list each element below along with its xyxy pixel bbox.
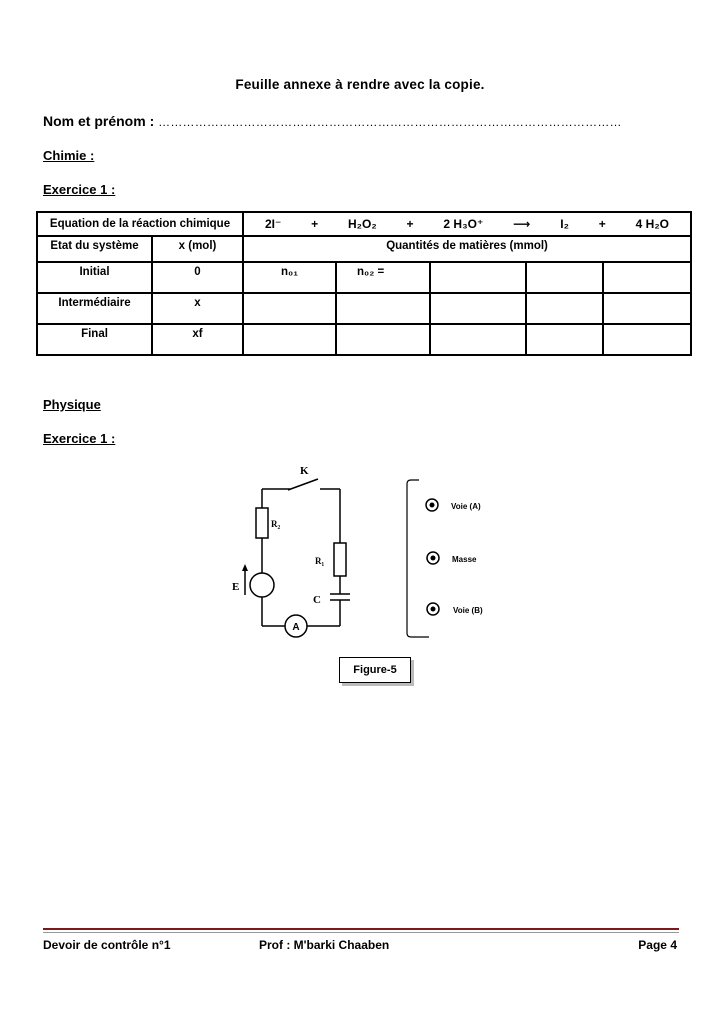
reaction-table — [36, 211, 692, 356]
rc-circuit-diagram — [230, 460, 360, 645]
quantity-cell[interactable] — [430, 324, 526, 355]
voie-a-label: Voie (A) — [451, 502, 481, 511]
footer-exam-title: Devoir de contrôle n°1 — [43, 938, 171, 952]
plus-sign: + — [598, 217, 606, 231]
reaction-arrow: ⟶ — [513, 217, 531, 231]
footer-page-number: Page 4 — [638, 938, 677, 952]
physique-heading: Physique — [43, 397, 101, 412]
state-cell: Intermédiaire — [37, 293, 152, 324]
ammeter-label: A — [292, 622, 300, 633]
name-label: Nom et prénom : — [43, 113, 155, 129]
quantity-cell[interactable] — [243, 293, 336, 324]
plus-sign: + — [311, 217, 319, 231]
quantity-cell[interactable] — [603, 324, 691, 355]
table-row — [37, 293, 691, 324]
quantity-cell[interactable] — [526, 262, 603, 293]
equation-cell — [243, 212, 691, 236]
physique-exercise-heading: Exercice 1 : — [43, 431, 116, 446]
quantity-cell[interactable] — [526, 324, 603, 355]
product-water: 4 H₂O — [635, 217, 669, 231]
reactant-h2o2: H₂O₂ — [348, 217, 377, 231]
product-iodine: I₂ — [560, 217, 569, 231]
oscilloscope-panel — [405, 478, 500, 640]
c-label: C — [313, 594, 321, 606]
col-quantities-header: Quantités de matières (mmol) — [243, 236, 691, 262]
col-state-header: Etat du système — [37, 236, 152, 262]
quantity-cell[interactable] — [336, 293, 430, 324]
footer-teacher: Prof : M'barki Chaaben — [259, 938, 390, 952]
e-label: E — [232, 581, 240, 593]
masse-label: Masse — [452, 555, 477, 564]
quantity-cell[interactable] — [430, 293, 526, 324]
page-title: Feuille annexe à rendre avec la copie. — [235, 77, 485, 92]
input-masse[interactable] — [427, 552, 477, 564]
r1-label: R₁ — [315, 556, 325, 566]
input-voie-b[interactable] — [427, 603, 483, 615]
quantity-cell[interactable] — [243, 324, 336, 355]
quantity-cell[interactable] — [603, 293, 691, 324]
resistor-r1 — [334, 543, 346, 576]
x-cell: 0 — [152, 262, 243, 293]
reactant-h3o: 2 H₃O⁺ — [443, 217, 484, 231]
name-blank: …………………………………………………………………………………………………… — [158, 115, 622, 129]
equation-label: Equation de la réaction chimique — [37, 212, 243, 236]
state-cell: Initial — [37, 262, 152, 293]
footer-divider — [43, 932, 679, 933]
quantity-cell[interactable] — [336, 324, 430, 355]
table-row — [37, 324, 691, 355]
voie-b-label: Voie (B) — [453, 606, 483, 615]
quantity-cell[interactable] — [603, 262, 691, 293]
quantity-cell[interactable]: n₀₁ — [243, 262, 336, 293]
plus-sign: + — [406, 217, 414, 231]
x-cell: x — [152, 293, 243, 324]
footer-divider — [43, 928, 679, 930]
emf-arrow-head — [242, 564, 248, 571]
switch-label: K — [300, 465, 309, 477]
quantity-cell[interactable]: n₀₂ = — [336, 262, 430, 293]
r2-label: R₂ — [271, 519, 281, 529]
switch-k — [288, 479, 318, 490]
figure-caption: Figure-5 — [339, 657, 411, 683]
quantity-cell[interactable] — [526, 293, 603, 324]
table-row — [37, 262, 691, 293]
chimie-heading: Chimie : — [43, 148, 95, 163]
reactant-iodide: 2I⁻ — [264, 217, 282, 231]
chimie-exercise-heading: Exercice 1 : — [43, 182, 116, 197]
col-x-header: x (mol) — [152, 236, 243, 262]
quantity-cell[interactable] — [430, 262, 526, 293]
resistor-r2 — [256, 508, 268, 538]
name-line — [43, 113, 622, 129]
input-voie-a[interactable] — [426, 499, 481, 511]
generator-e — [250, 573, 274, 597]
x-cell: xf — [152, 324, 243, 355]
state-cell: Final — [37, 324, 152, 355]
